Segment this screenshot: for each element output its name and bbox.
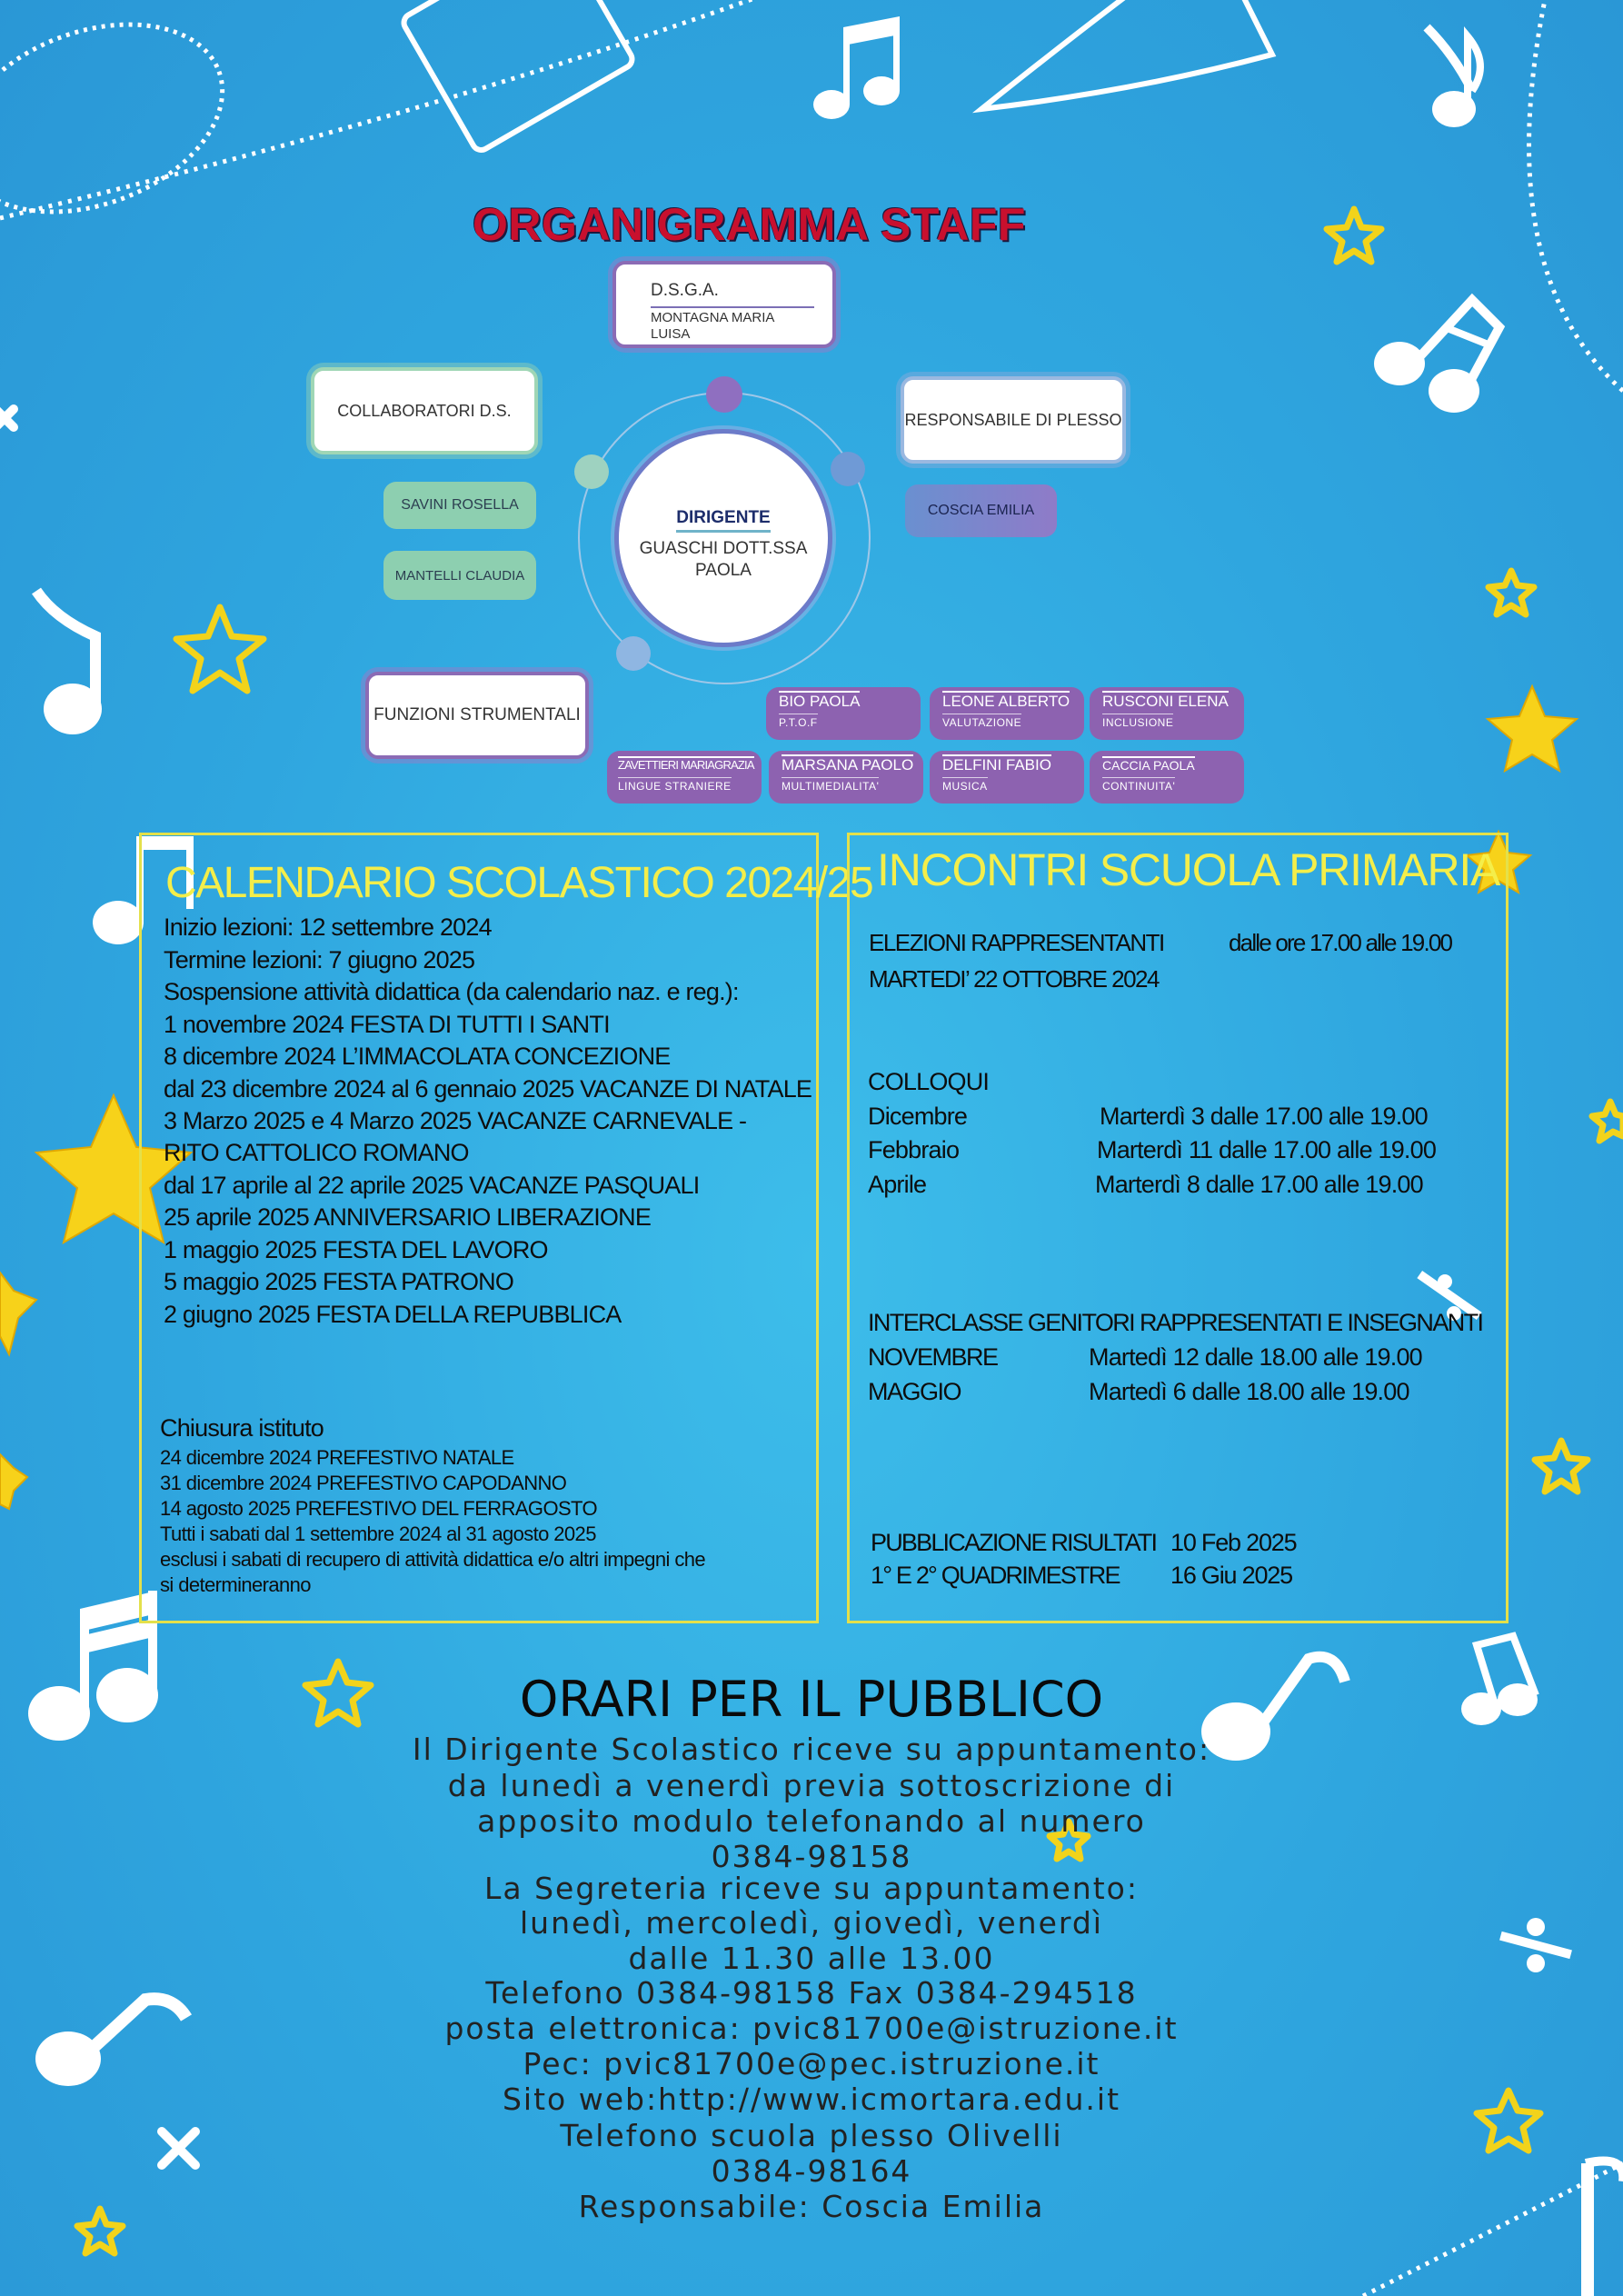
responsabile-box [901, 376, 1126, 464]
orari-line: Telefono scuola plesso Olivelli [560, 2118, 1063, 2153]
funzione-tag [769, 751, 923, 804]
interclasse-month: MAGGIO [868, 1378, 961, 1405]
orbit-dot [574, 454, 609, 489]
music-note-icon [1374, 300, 1499, 413]
funzione-tag [1090, 751, 1244, 804]
incontri-title: INCONTRI SCUOLA PRIMARIA [877, 844, 1500, 895]
orari-line: lunedì, mercoledì, giovedì, venerdì [520, 1905, 1103, 1941]
music-note-icon [813, 16, 900, 119]
orari-line: Il Dirigente Scolastico riceve su appuntamento: [412, 1732, 1211, 1767]
staff-title: ORGANIGRAMMA STAFF [473, 199, 1026, 250]
orari-line: da lunedì a venerdì previa sottoscrizione di [447, 1768, 1176, 1803]
chiusura-title: Chiusura istituto [160, 1414, 324, 1442]
funzione-name: BIO PAOLA [779, 693, 861, 710]
dotted-arc-decoration [1529, 0, 1623, 391]
elezioni-label: ELEZIONI RAPPRESENTANTI [869, 929, 1164, 956]
calendario-line: RITO CATTOLICO ROMANO [164, 1139, 469, 1166]
orbit-dot [616, 636, 651, 671]
dsga-role: D.S.G.A. [651, 281, 719, 300]
calendario-line: Sospensione attività didattica (da calendario naz. e reg.): [164, 978, 739, 1005]
elezioni-date: MARTEDI’ 22 OTTOBRE 2024 [869, 965, 1159, 993]
calendario-line: dal 23 dicembre 2024 al 6 gennaio 2025 VACANZE DI NATALE [164, 1075, 812, 1103]
chiusura-line: esclusi i sabati di recupero di attività didattica e/o altri impegni che [160, 1548, 706, 1571]
colloqui-month: Febbraio [868, 1136, 960, 1163]
funzione-tag [766, 687, 921, 740]
interclasse-when: Martedì 12 dalle 18.00 alle 19.00 [1089, 1343, 1422, 1371]
orari-pec[interactable]: Pec: pvic81700e@pec.istruzione.it [523, 2046, 1100, 2081]
funzione-area: VALUTAZIONE [942, 714, 1021, 730]
calendario-line: Termine lezioni: 7 giugno 2025 [164, 946, 475, 973]
orari-website[interactable]: Sito web:http://www.icmortara.edu.it [502, 2081, 1121, 2117]
dotted-arc-decoration [0, 0, 800, 218]
funzioni-box [365, 672, 589, 759]
collaboratori-role: COLLABORATORI D.S. [337, 401, 512, 420]
dsga-box [612, 261, 836, 348]
funzione-area: MUSICA [942, 777, 988, 794]
orari-email[interactable]: posta elettronica: pvic81700e@istruzione.it [444, 2011, 1179, 2046]
orari-title: ORARI PER IL PUBBLICO [519, 1671, 1104, 1728]
dirigente-role: DIRIGENTE [676, 508, 770, 533]
dirigente-circle [614, 429, 832, 647]
pubblicazione-date: 10 Feb 2025 [1170, 1529, 1297, 1556]
dirigente-name: GUASCHI DOTT.SSA PAOLA [639, 539, 808, 580]
collaboratore-pill: SAVINI ROSELLA [383, 482, 536, 529]
calendario-line: 8 dicembre 2024 L’IMMACOLATA CONCEZIONE [164, 1043, 671, 1070]
chiusura-line: 31 dicembre 2024 PREFESTIVO CAPODANNO [160, 1472, 567, 1494]
funzione-name: ZAVETTIERI MARIAGRAZIA [618, 758, 754, 772]
orari-line: 0384-98164 [711, 2153, 912, 2189]
interclasse-month: NOVEMBRE [868, 1343, 998, 1371]
calendario-line: 2 giugno 2025 FESTA DELLA REPUBBLICA [164, 1301, 622, 1328]
colloqui-label: COLLOQUI [868, 1068, 990, 1095]
orari-line: dalle 11.30 alle 13.00 [628, 1941, 995, 1976]
notebook-icon [401, 0, 635, 154]
orbit-dot [831, 452, 865, 486]
music-note-icon [36, 591, 102, 734]
funzione-name: RUSCONI ELENA [1102, 693, 1229, 710]
funzione-name: MARSANA PAOLO [782, 756, 914, 774]
calendario-line: 1 maggio 2025 FESTA DEL LAVORO [164, 1236, 548, 1263]
trumpet-icon [981, 0, 1272, 109]
funzione-area: LINGUE STRANIERE [618, 777, 732, 794]
orari-line: 0384-98158 [711, 1839, 912, 1874]
funzione-area: P.T.O.F [779, 714, 818, 730]
funzioni-role: FUNZIONI STRUMENTALI [373, 705, 581, 724]
colloqui-when: Marterdì 11 dalle 17.00 alle 19.00 [1097, 1136, 1437, 1163]
funzione-tag [930, 751, 1084, 804]
orari-line: Responsabile: Coscia Emilia [578, 2189, 1045, 2224]
funzione-area: MULTIMEDIALITA' [782, 777, 879, 794]
responsabile-role: RESPONSABILE DI PLESSO [904, 410, 1122, 429]
funzione-tag [1090, 687, 1244, 740]
colloqui-month: Aprile [868, 1171, 927, 1198]
music-note-icon [1427, 27, 1480, 127]
calendario-title: CALENDARIO SCOLASTICO 2024/25 [165, 859, 873, 907]
collaboratori-box [311, 367, 538, 454]
pubblicazione-date: 16 Giu 2025 [1170, 1562, 1292, 1589]
chiusura-line: 24 dicembre 2024 PREFESTIVO NATALE [160, 1446, 514, 1469]
pubblicazione-label: PUBBLICAZIONE RISULTATI [871, 1529, 1157, 1556]
orbit-dot [706, 376, 742, 413]
dsga-name: MONTAGNA MARIA LUISA [651, 306, 814, 343]
calendario-line: Inizio lezioni: 12 settembre 2024 [164, 913, 492, 941]
orari-line: apposito modulo telefonando al numero [477, 1803, 1146, 1839]
interclasse-when: Martedì 6 dalle 18.00 alle 19.00 [1089, 1378, 1409, 1405]
responsabile-pill: COSCIA EMILIA [905, 484, 1057, 537]
pubblicazione-label: 1° E 2° QUADRIMESTRE [871, 1562, 1120, 1589]
funzione-tag [930, 687, 1084, 740]
calendario-line: 25 aprile 2025 ANNIVERSARIO LIBERAZIONE [164, 1203, 652, 1231]
funzione-name: LEONE ALBERTO [942, 693, 1070, 710]
funzione-tag [607, 751, 762, 804]
calendario-line: dal 17 aprile al 22 aprile 2025 VACANZE PASQUALI [164, 1172, 700, 1199]
funzione-name: CACCIA PAOLA [1102, 758, 1195, 773]
calendario-line: 1 novembre 2024 FESTA DI TUTTI I SANTI [164, 1011, 610, 1038]
elezioni-time: dalle ore 17.00 alle 19.00 [1229, 929, 1452, 956]
chiusura-line: si determineranno [160, 1573, 311, 1596]
calendario-line: 3 Marzo 2025 e 4 Marzo 2025 VACANZE CARNEVALE - [164, 1107, 747, 1134]
orari-line: Telefono 0384-98158 Fax 0384-294518 [485, 1975, 1138, 2011]
orari-line: La Segreteria riceve su appuntamento: [484, 1871, 1139, 1906]
funzione-name: DELFINI FABIO [942, 756, 1051, 774]
funzione-area: CONTINUITA' [1102, 777, 1175, 794]
funzione-area: INCLUSIONE [1102, 714, 1173, 730]
chiusura-line: 14 agosto 2025 PREFESTIVO DEL FERRAGOSTO [160, 1497, 597, 1520]
interclasse-label: INTERCLASSE GENITORI RAPPRESENTATI E INSEGNANTI [868, 1309, 1483, 1336]
dotted-ring-decoration [0, 0, 248, 246]
colloqui-month: Dicembre [868, 1103, 968, 1130]
colloqui-when: Marterdì 3 dalle 17.00 alle 19.00 [1100, 1103, 1428, 1130]
chiusura-line: Tutti i sabati dal 1 settembre 2024 al 31 agosto 2025 [160, 1522, 596, 1545]
collaboratore-pill: MANTELLI CLAUDIA [383, 551, 536, 600]
colloqui-when: Marterdì 8 dalle 17.00 alle 19.00 [1095, 1171, 1423, 1198]
calendario-line: 5 maggio 2025 FESTA PATRONO [164, 1268, 514, 1295]
